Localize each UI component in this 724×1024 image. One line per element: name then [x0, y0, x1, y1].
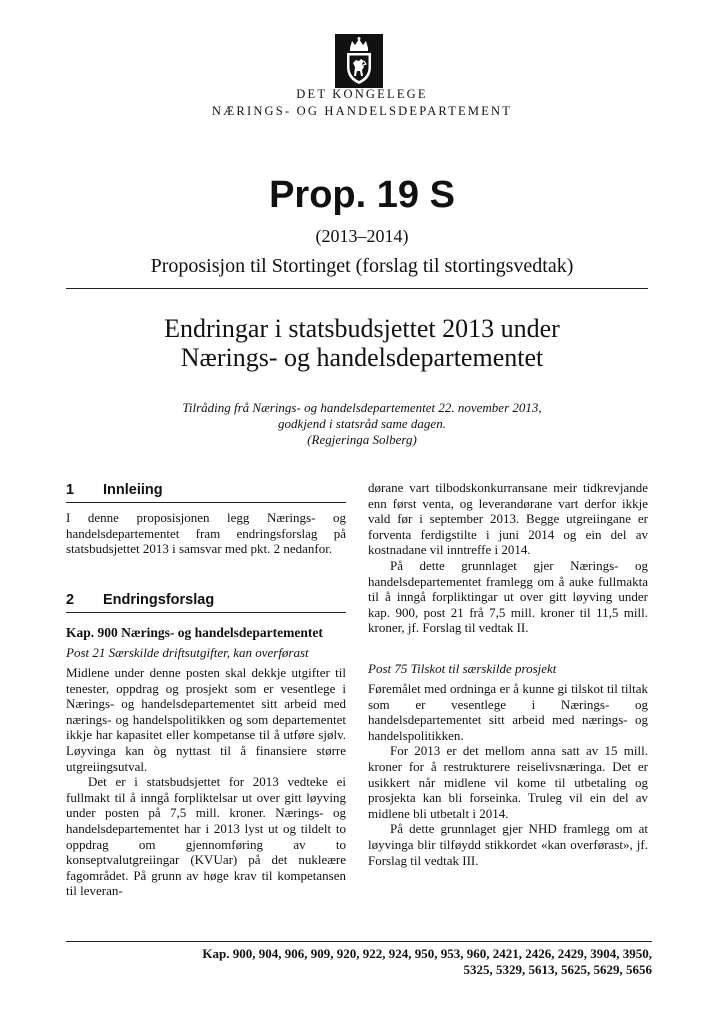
post-21-paragraph-4: På dette grunnlaget gjer Nærings- og handelsdepartementet framlegg om å auke fullmakta til å inngå forpliktingar ut over gitt løyving under kap. 900, post 21 frå 7,5 mill. kroner til 11,5 mill. kroner, jf. Forslag til vedtak II. [368, 557, 648, 636]
right-column-body-top [368, 480, 648, 636]
post-75-heading: Post 75 Tilskot til særskilde prosjekt [368, 661, 557, 676]
section-1-number: 1 [66, 482, 75, 498]
document-title-line-1: Endringar i statsbudsjettet 2013 under [164, 314, 560, 343]
chapter-list [66, 946, 652, 978]
post-75-paragraph-1: Føremålet med ordninga er å kunne gi tilskot til tiltak som er vesentlege i Nærings- og handelsdepartementet sitt arbeid med nærings- og handelspolitikken. [368, 681, 648, 743]
document-title-line-2: Nærings- og handelsdepartementet [180, 343, 544, 372]
section-1-title: Innleiing [103, 482, 163, 498]
section-1-body [66, 510, 346, 557]
recommendation-line-3: (Regjeringa Solberg) [307, 432, 417, 447]
section-2-heading [66, 592, 346, 610]
coat-of-arms-icon [335, 34, 383, 88]
section-1-paragraph: I denne proposisjonen legg Nærings- og handelsdepartementet fram endringsforslag på statsbudsjettet 2013 i samsvar med pkt. 2 nedanfor. [66, 510, 346, 557]
section-1-rule [66, 502, 346, 503]
proposition-title: Prop. 19 S [269, 174, 455, 216]
post-21-heading: Post 21 Særskilde driftsutgifter, kan overførast [66, 645, 309, 660]
chapter-list-line-1: Kap. 900, 904, 906, 909, 920, 922, 924, 950, 953, 960, 2421, 2426, 2429, 3904, 3950, [202, 946, 652, 961]
post-21-paragraph-2: Det er i statsbudsjettet for 2013 vedteke ei fullmakt til å inngå forpliktelsar ut over gitt løyving under posten på 7,5 mill. kroner. Nærings- og handelsdepartementet har i 2013 lyst ut og tildelt to oppdrag om gjennomføring av to konseptvalutgreiingar (KVUar) på det nukleære fagområdet. På grunn av høge krav til kompetansen til leveran- [66, 774, 346, 899]
post-75-paragraph-2: For 2013 er det mellom anna satt av 15 mill. kroner for å restrukturere reiselivsnæringa. Det er usikkert når midlene vil kome til utbetaling og prosjekta kan bli forseinka. Truleg vil ein del av midlene bli utbetalt i 2014. [368, 743, 648, 821]
recommendation-line-2: godkjend i statsråd same dagen. [278, 416, 446, 431]
kap-900-heading: Kap. 900 Nærings- og handelsdepartementet [66, 625, 323, 640]
footer-divider [66, 941, 652, 942]
document-title [0, 314, 724, 372]
post-21-paragraph-3: dørane vart tilbodskonkurransane meir tidkrevjande enn først venta, og leverandørane vart derfor ikkje vald før i september 2013. Begge utgreiingane er forventa ferdigstilte i juni 2014 og ein del av kostnadane vil inntreffe i 2014. [368, 480, 648, 558]
section-2-number: 2 [66, 592, 75, 608]
section-1-heading [66, 482, 346, 500]
post-75-paragraph-3: På dette grunnlaget gjer NHD framlegg om at løyvinga blir tilføydd stikkordet «kan overførast», jf. Forslag til vedtak III. [368, 821, 648, 868]
session-years: (2013–2014) [315, 226, 409, 246]
post-21-paragraph-1: Midlene under denne posten skal dekkje utgifter til tenester, oppdrag og prosjekt som er vesentlege i Nærings- og handelsdepartementet sitt arbeid med nærings- og handelspolitikken og som departementet ikkje har kapasitet eller kompetanse til å utføre sjølv. Løyvinga kan òg nyttast til å finansiere større utgreiingsutval. [66, 665, 346, 774]
proposition-subtitle: Proposisjon til Stortinget (forslag til stortingsvedtak) [150, 255, 574, 277]
recommendation-line-1: Tilråding frå Nærings- og handelsdepartementet 22. november 2013, [182, 400, 542, 415]
department-line-2: NÆRINGS- OG HANDELSDEPARTEMENT [211, 104, 513, 118]
chapter-list-line-2: 5325, 5329, 5613, 5625, 5629, 5656 [463, 962, 652, 977]
right-column-body-bottom [368, 681, 648, 868]
left-column-body [66, 665, 346, 899]
section-2-rule [66, 612, 346, 613]
title-divider [66, 288, 648, 289]
recommendation-note [0, 400, 724, 448]
department-line-1: DET KONGELEGE [296, 87, 428, 101]
section-2-title: Endringsforslag [103, 592, 215, 608]
